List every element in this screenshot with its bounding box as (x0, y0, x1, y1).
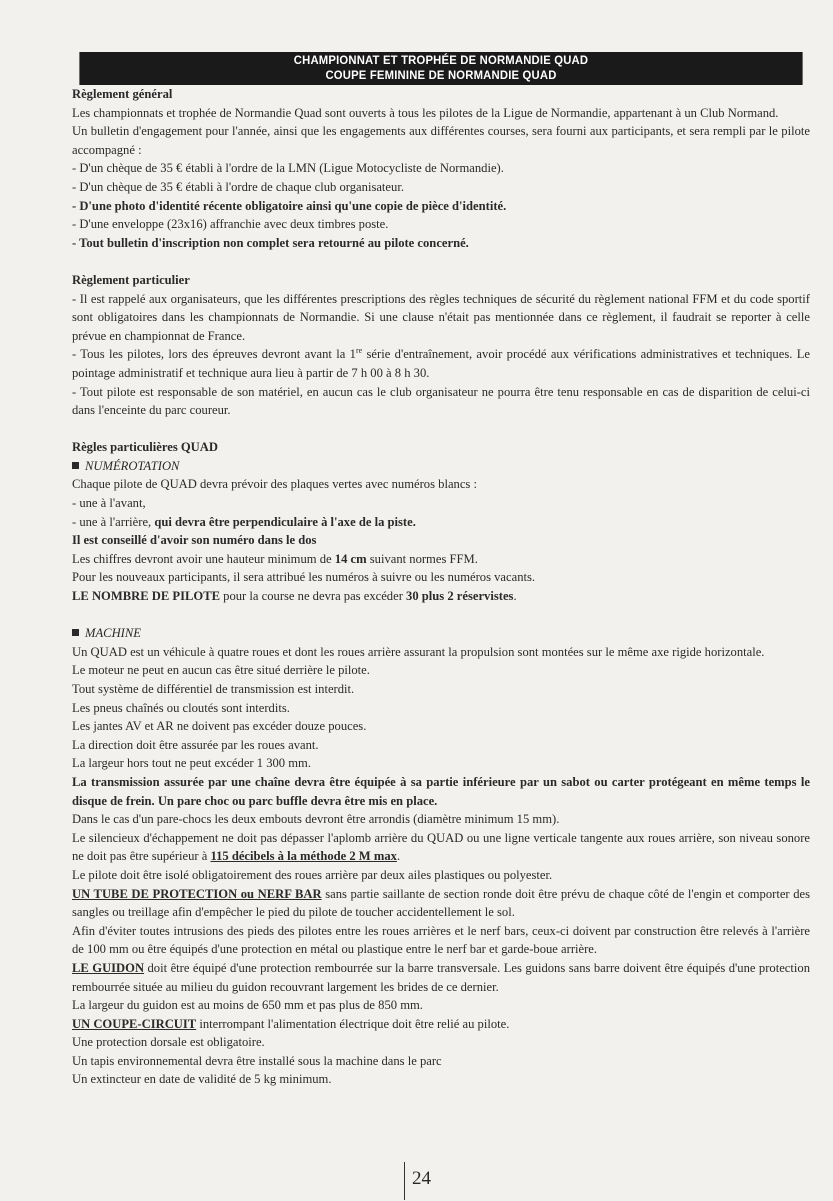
paragraph: Le pilote doit être isolé obligatoirement des roues arrière par deux ailes plastiques ou polyester. (72, 867, 553, 882)
subsection-machine: MACHINE (72, 624, 810, 643)
paragraph: Un tapis environnemental devra être installé sous la machine dans le parc (72, 1053, 442, 1068)
paragraph: LE NOMBRE DE PILOTE pour la course ne devra pas excéder 30 plus 2 réservistes. (72, 589, 517, 604)
paragraph: Un bulletin d'engagement pour l'année, ainsi que les engagements aux différentes courses, sera fourni aux participants, et sera rempli par le pilote accompagné : (72, 124, 810, 157)
paragraph: La transmission assurée par une chaîne devra être équipée à sa partie inférieure par un sabot ou carter protégeant en même temps le disque de frein. Un pare choc ou parc buffle devra être mis en place. (72, 774, 810, 808)
paragraph: Il est conseillé d'avoir son numéro dans le dos (72, 533, 317, 548)
paragraph: - Il est rappelé aux organisateurs, que les différentes prescriptions des règles techniques de sécurité du règlement national FFM et du code sportif sont obligatoires dans les championnats de Normandie. Si une clause n'était pas mentionnée dans ce règlement, il faudrait se reporter à celle prévue en championnat de France. (72, 291, 810, 343)
paragraph: UN TUBE DE PROTECTION ou NERF BAR sans partie saillante de section ronde doit être prévu de chaque côté de l'engin et comporter des sangles ou treillage afin d'empêcher le pied du pilote de toucher accidentellement le sol. (72, 886, 810, 920)
section-title-quad: Règles particulières QUAD (72, 440, 218, 455)
list-item: - D'un chèque de 35 € établi à l'ordre de chaque club organisateur. (72, 179, 404, 194)
list-item: - une à l'avant, (72, 496, 146, 511)
section-title-particulier: Règlement particulier (72, 272, 190, 287)
paragraph: Tout système de différentiel de transmission est interdit. (72, 682, 355, 696)
document-page (72, 52, 810, 1089)
banner-subtitle: COUPE FEMININE DE NORMANDIE QUAD (325, 70, 557, 82)
paragraph: LE GUIDON doit être équipé d'une protection rembourrée sur la barre transversale. Les guidons sans barre doivent être équipés d'une protection rembourrée située au milieu du guidon recouvrant largement les brides de ce dernier. (72, 960, 810, 994)
list-item: - D'une enveloppe (23x16) affranchie avec deux timbres poste. (72, 217, 389, 232)
list-item: - une à l'arrière, qui devra être perpendiculaire à l'axe de la piste. (72, 514, 416, 529)
paragraph: Le moteur ne peut en aucun cas être situé derrière le pilote. (72, 663, 370, 678)
banner-title: CHAMPIONNAT ET TROPHÉE DE NORMANDIE QUAD (293, 55, 589, 67)
subsection-numerotation: NUMÉROTATION (72, 457, 810, 476)
paragraph: Le silencieux d'échappement ne doit pas dépasser l'aplomb arrière du QUAD ou une ligne verticale tangente aux roues arrière, son niveau sonore ne doit pas être supérieur à 115 décibels à la méthode 2 M max. (72, 830, 810, 864)
paragraph: Chaque pilote de QUAD devra prévoir des plaques vertes avec numéros blancs : (72, 477, 477, 492)
paragraph: Un extincteur en date de validité de 5 kg minimum. (72, 1072, 332, 1087)
paragraph: - Tous les pilotes, lors des épreuves devront avant la 1re série d'entraînement, avoir procédé aux vérifications administratives et techniques. Le pointage administratif et technique aura lieu à partir de 7 h 00 à 8 h 30. (72, 346, 810, 380)
list-item: - D'une photo d'identité récente obligatoire ainsi qu'une copie de pièce d'identité. (72, 198, 507, 213)
paragraph: Les jantes AV et AR ne doivent pas excéder douze pouces. (72, 719, 367, 734)
paragraph: Dans le cas d'un pare-chocs les deux embouts devront être arrondis (diamètre minimum 15 mm). (72, 812, 560, 827)
paragraph: La largeur hors tout ne peut excéder 1 300 mm. (72, 756, 311, 771)
header-banner (79, 52, 802, 85)
paragraph: Les pneus chaînés ou cloutés sont interdits. (72, 700, 290, 715)
paragraph: - Tout pilote est responsable de son matériel, en aucun cas le club organisateur ne pourra être tenu responsable en cas de disparition de celui-ci dans l'enceinte du parc coureur. (72, 384, 810, 418)
page-number: 24 (412, 1168, 431, 1189)
square-bullet-icon (72, 629, 79, 636)
paragraph: Un QUAD est un véhicule à quatre roues et dont les roues arrière assurant la propulsion sont montées sur le même axe rigide horizontale. (72, 644, 765, 659)
square-bullet-icon (72, 462, 79, 469)
list-item: - Tout bulletin d'inscription non complet sera retourné au pilote concerné. (72, 235, 469, 250)
paragraph: Pour les nouveaux participants, il sera attribué les numéros à suivre ou les numéros vacants. (72, 570, 536, 585)
paragraph: UN COUPE-CIRCUIT interrompant l'alimentation électrique doit être relié au pilote. (72, 1016, 510, 1031)
paragraph: La largeur du guidon est au moins de 650 mm et pas plus de 850 mm. (72, 998, 423, 1013)
list-item: - D'un chèque de 35 € établi à l'ordre de la LMN (Ligue Motocycliste de Normandie). (72, 161, 504, 176)
section-title-general: Règlement général (72, 87, 173, 101)
paragraph: La direction doit être assurée par les roues avant. (72, 737, 319, 752)
paragraph: Les chiffres devront avoir une hauteur minimum de 14 cm suivant normes FFM. (72, 551, 478, 566)
paragraph: Afin d'éviter toutes intrusions des pieds des pilotes entre les roues arrières et le nerf bars, ceux-ci doivent par construction être relevés à l'arrière de 100 mm ou être équipés d'une protection en métal ou plastique entre le nerf bar et garde-boue arrière. (72, 923, 810, 957)
footer-divider (404, 1162, 405, 1200)
paragraph: Une protection dorsale est obligatoire. (72, 1035, 265, 1050)
paragraph: Les championnats et trophée de Normandie Quad sont ouverts à tous les pilotes de la Ligue de Normandie, appartenant à un Club Normand. (72, 105, 779, 120)
